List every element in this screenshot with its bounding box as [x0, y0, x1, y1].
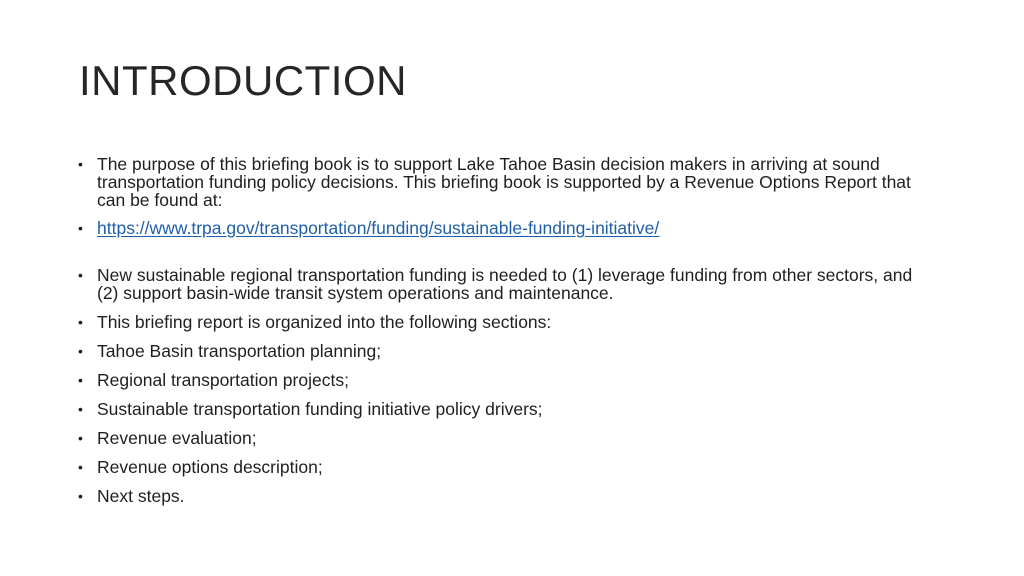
bullet-icon: •	[78, 488, 83, 504]
bullet-item	[78, 342, 938, 360]
bullet-item	[78, 429, 938, 447]
bullet-text: Revenue evaluation;	[97, 428, 257, 448]
bullet-item	[78, 266, 938, 302]
bullet-icon: •	[78, 459, 83, 475]
bullet-text: Tahoe Basin transportation planning;	[97, 341, 382, 361]
bullet-icon: •	[78, 430, 83, 446]
bullet-text: Revenue options description;	[97, 457, 323, 477]
bullet-item	[78, 458, 938, 476]
bullet-icon: •	[78, 220, 83, 236]
bullet-item	[78, 313, 938, 331]
bullet-item	[78, 155, 938, 209]
slide-title: INTRODUCTION	[79, 57, 407, 104]
bullet-icon: •	[78, 314, 83, 330]
bullet-icon: •	[78, 267, 83, 283]
funding-initiative-link[interactable]: https://www.trpa.gov/transportation/funding/sustainable-funding-initiative/	[97, 218, 660, 238]
bullet-item	[78, 487, 938, 505]
bullet-icon: •	[78, 343, 83, 359]
bullet-text: Sustainable transportation funding initiative policy drivers;	[97, 399, 543, 419]
bullet-text: New sustainable regional transportation funding is needed to (1) leverage funding from other sectors, and (2) support basin-wide transit system operations and maintenance.	[97, 265, 913, 303]
bullet-text: This briefing report is organized into the following sections:	[97, 312, 552, 332]
bullet-item	[78, 219, 938, 237]
bullet-list	[78, 153, 938, 505]
bullet-icon: •	[78, 401, 83, 417]
bullet-text: Next steps.	[97, 486, 185, 506]
bullet-text: Regional transportation projects;	[97, 370, 349, 390]
bullet-item	[78, 400, 938, 418]
bullet-icon: •	[78, 372, 83, 388]
bullet-item	[78, 371, 938, 389]
bullet-icon: •	[78, 156, 83, 172]
bullet-text: The purpose of this briefing book is to support Lake Tahoe Basin decision makers in arriving at sound transportation funding policy decisions. This briefing book is supported by a Revenue Options Report that can be found at:	[97, 154, 911, 210]
